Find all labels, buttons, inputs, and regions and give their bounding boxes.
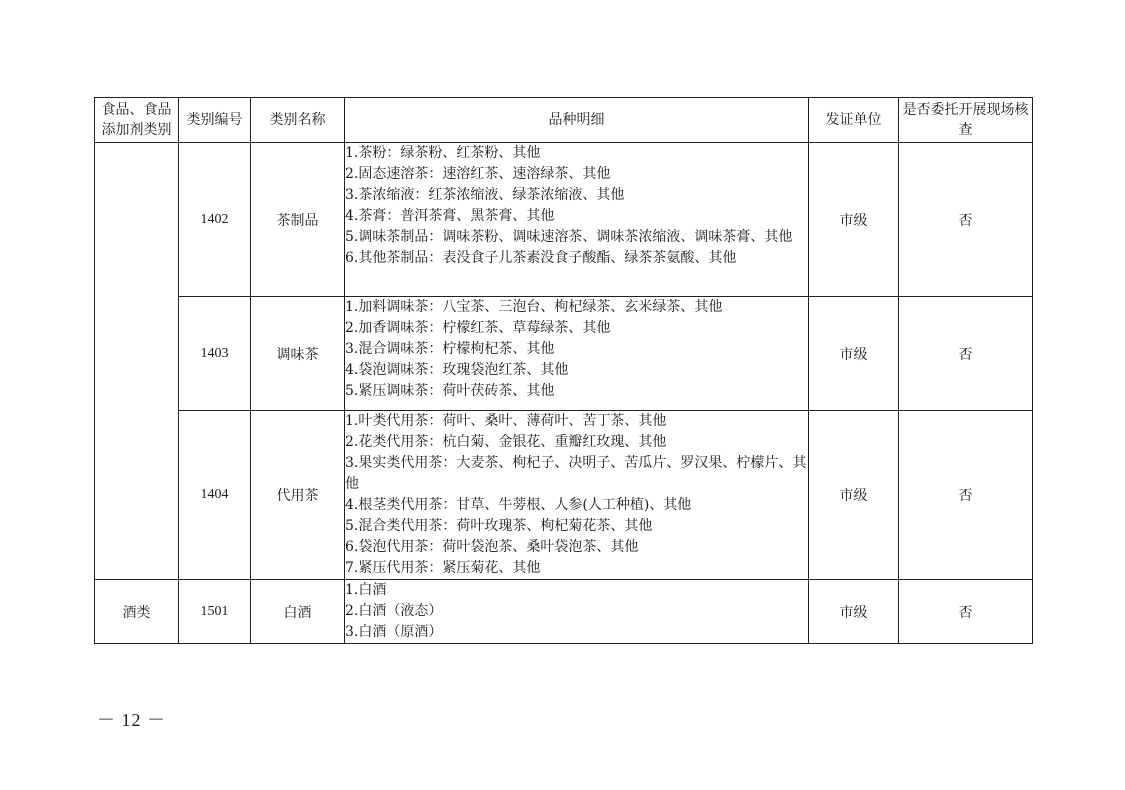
- detail-line: 3.白酒（原酒）: [345, 624, 443, 640]
- table-row: [95, 143, 1033, 297]
- header-food-category: 食品、食品添加剂类别: [95, 98, 179, 143]
- header-category-code: 类别编号: [179, 98, 251, 143]
- category-name-cell: 茶制品: [251, 143, 345, 297]
- food-category-table: [94, 97, 1033, 644]
- header-variety-detail: 品种明细: [345, 98, 809, 143]
- variety-detail-cell: [345, 411, 809, 580]
- category-code-cell: 1501: [179, 580, 251, 644]
- category-name-cell: 代用茶: [251, 411, 345, 580]
- detail-line: 4.茶膏：普洱茶膏、黑茶膏、其他: [345, 208, 555, 224]
- detail-line: 5.紧压调味茶：荷叶茯砖茶、其他: [345, 383, 555, 399]
- detail-line: 3.茶浓缩液：红茶浓缩液、绿茶浓缩液、其他: [345, 187, 625, 203]
- detail-line: 5.调味茶制品：调味茶粉、调味速溶茶、调味茶浓缩液、调味茶膏、其他: [345, 229, 793, 245]
- issuing-unit-cell: 市级: [809, 580, 899, 644]
- detail-line: 1.加料调味茶：八宝茶、三泡台、枸杞绿茶、玄米绿茶、其他: [345, 299, 723, 315]
- category-code-cell: 1404: [179, 411, 251, 580]
- detail-line: 3.果实类代用茶：大麦茶、枸杞子、决明子、苦瓜片、罗汉果、柠檬片、其他: [345, 455, 807, 492]
- detail-line: 2.花类代用茶：杭白菊、金银花、重瓣红玫瑰、其他: [345, 434, 667, 450]
- inspection-cell: 否: [899, 297, 1033, 411]
- page-number: － 12 －: [97, 710, 166, 730]
- detail-line: 2.固态速溶茶：速溶红茶、速溶绿茶、其他: [345, 166, 611, 182]
- table-row: [95, 580, 1033, 644]
- variety-detail-cell: [345, 143, 809, 297]
- issuing-unit-cell: 市级: [809, 143, 899, 297]
- food-category-cell: [95, 143, 179, 580]
- detail-line: 2.白酒（液态）: [345, 603, 443, 619]
- inspection-cell: 否: [899, 143, 1033, 297]
- category-name-cell: 调味茶: [251, 297, 345, 411]
- detail-line: 2.加香调味茶：柠檬红茶、草莓绿茶、其他: [345, 320, 611, 336]
- table-row: [95, 297, 1033, 411]
- table-row: [95, 411, 1033, 580]
- detail-line: 4.袋泡调味茶：玫瑰袋泡红茶、其他: [345, 362, 569, 378]
- issuing-unit-cell: 市级: [809, 297, 899, 411]
- table-header-row: [95, 98, 1033, 143]
- detail-line: 7.紧压代用茶：紧压菊花、其他: [345, 560, 541, 576]
- detail-line: 5.混合类代用茶：荷叶玫瑰茶、枸杞菊花茶、其他: [345, 518, 653, 534]
- category-name-cell: 白酒: [251, 580, 345, 644]
- detail-line: 1.茶粉：绿茶粉、红茶粉、其他: [345, 145, 541, 161]
- food-category-cell: 酒类: [95, 580, 179, 644]
- variety-detail-cell: [345, 297, 809, 411]
- detail-line: 6.袋泡代用茶：荷叶袋泡茶、桑叶袋泡茶、其他: [345, 539, 639, 555]
- inspection-cell: 否: [899, 580, 1033, 644]
- detail-line: 1.叶类代用茶：荷叶、桑叶、薄荷叶、苦丁茶、其他: [345, 413, 667, 429]
- header-issuing-unit: 发证单位: [809, 98, 899, 143]
- variety-detail-cell: [345, 580, 809, 644]
- inspection-cell: 否: [899, 411, 1033, 580]
- category-code-cell: 1403: [179, 297, 251, 411]
- detail-line: 4.根茎类代用茶：甘草、牛蒡根、人参(人工种植)、其他: [345, 497, 692, 513]
- detail-line: 1.白酒: [345, 582, 387, 598]
- category-code-cell: 1402: [179, 143, 251, 297]
- detail-line: 3.混合调味茶：柠檬枸杞茶、其他: [345, 341, 555, 357]
- detail-line: 6.其他茶制品：表没食子儿茶素没食子酸酯、绿茶茶氨酸、其他: [345, 250, 737, 266]
- issuing-unit-cell: 市级: [809, 411, 899, 580]
- header-onsite-inspection: 是否委托开展现场核查: [899, 98, 1033, 143]
- header-category-name: 类别名称: [251, 98, 345, 143]
